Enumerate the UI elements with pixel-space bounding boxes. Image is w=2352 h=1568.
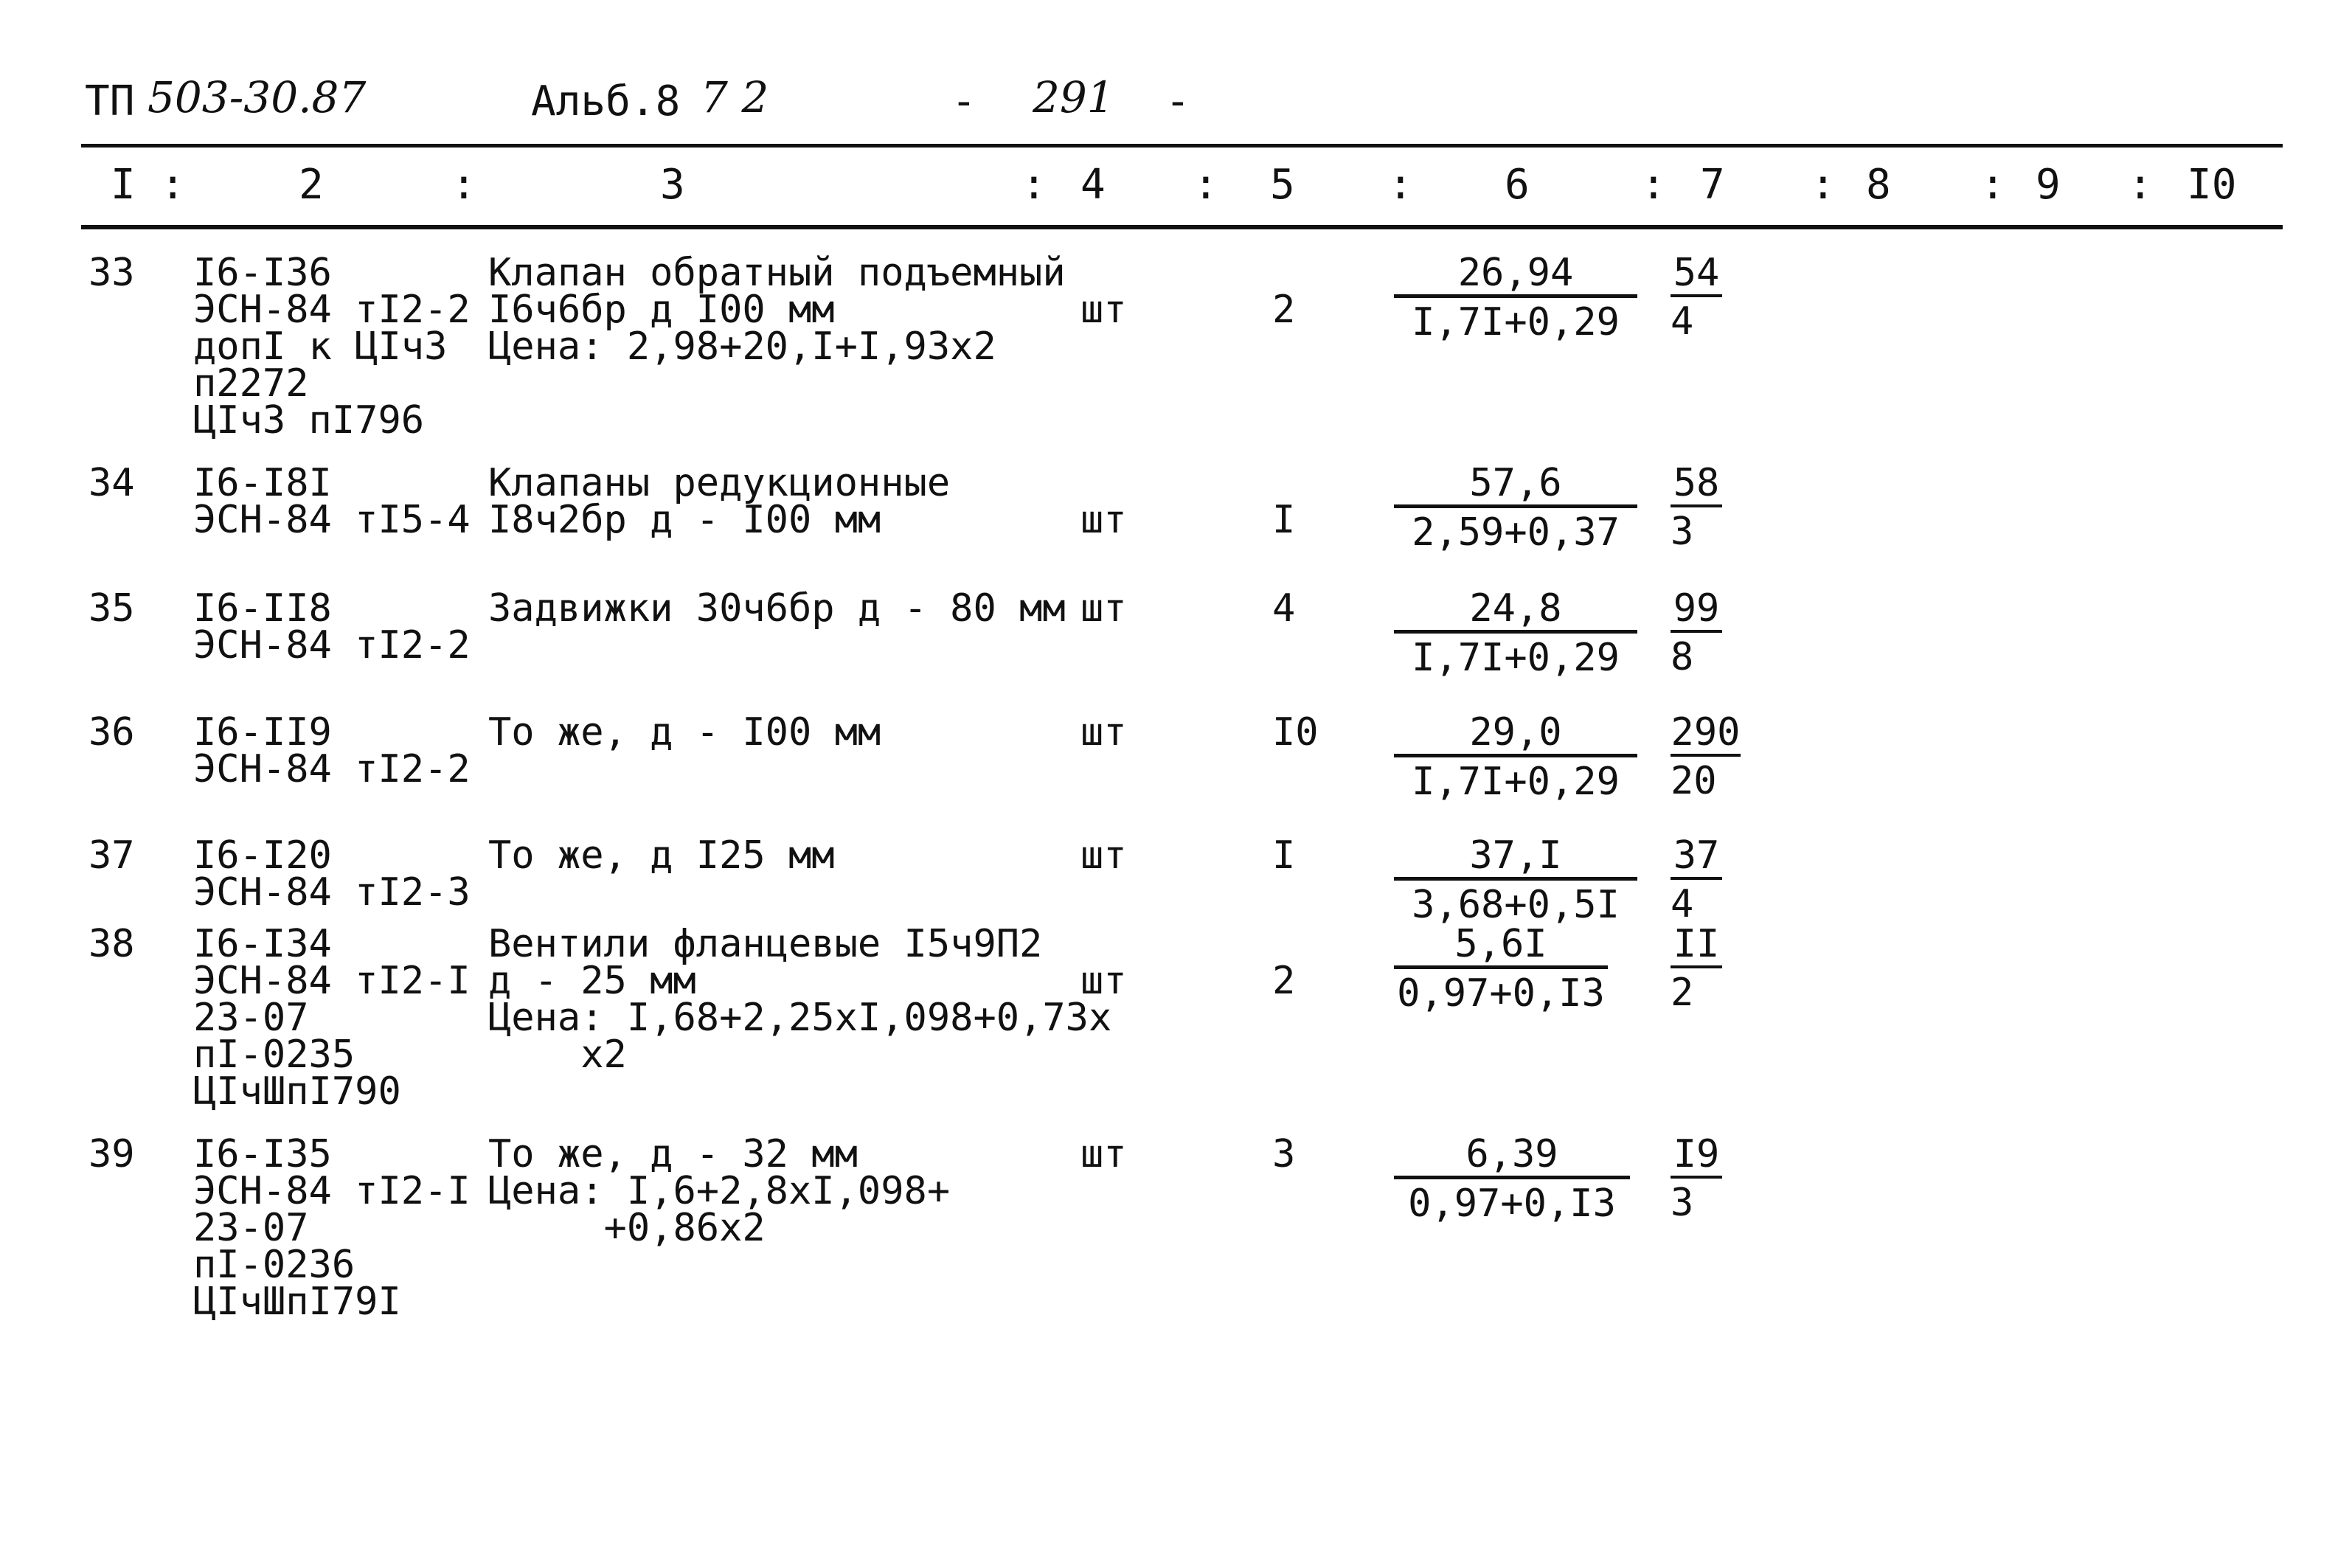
row-number: 38 xyxy=(89,922,135,966)
total-denominator: 4 xyxy=(1671,882,1694,926)
col-sep-7: : xyxy=(1980,161,2005,209)
row-description xyxy=(488,922,1112,1077)
price-numerator: 37,I xyxy=(1394,837,1637,881)
row-total-fraction xyxy=(1671,922,1722,1015)
desc-line: Клапан обратный подъемный xyxy=(488,251,1066,295)
desc-line: Цена: 2,98+20,I+I,93х2 xyxy=(488,325,996,369)
col-header-3: 3 xyxy=(660,161,685,209)
total-denominator: 2 xyxy=(1671,971,1694,1015)
album-label: Альб.8 xyxy=(531,77,681,125)
code-line: I6-II9 xyxy=(193,710,332,754)
code-line: I6-I36 xyxy=(193,251,332,295)
row-quantity: I0 xyxy=(1272,710,1319,754)
row-code xyxy=(193,251,471,443)
row-price-fraction xyxy=(1394,251,1637,344)
total-numerator: I9 xyxy=(1671,1136,1722,1179)
page-number: 291 xyxy=(1033,72,1114,122)
desc-line: Цена: I,6+2,8хI,098+ xyxy=(488,1169,951,1213)
col-sep-8: : xyxy=(2128,161,2153,209)
col-sep-3: : xyxy=(1193,161,1218,209)
row-quantity: 2 xyxy=(1272,959,1296,1003)
price-numerator: 29,0 xyxy=(1394,714,1637,757)
code-line: допI к ЦIч3 xyxy=(193,325,448,369)
row-code xyxy=(193,586,471,667)
price-denominator: 3,68+0,5I xyxy=(1412,883,1620,927)
col-sep-5: : xyxy=(1641,161,1666,209)
row-total-fraction xyxy=(1671,1132,1722,1225)
total-denominator: 4 xyxy=(1671,299,1694,344)
code-line: ЭСН-84 тI2-2 xyxy=(193,747,471,791)
row-description xyxy=(488,833,835,878)
desc-line: I6ч6бр д I00 мм xyxy=(488,288,835,332)
total-denominator: 8 xyxy=(1671,635,1694,679)
code-line: пI-0235 xyxy=(193,1033,355,1077)
row-unit: шт xyxy=(1080,498,1127,542)
row-total-fraction xyxy=(1671,833,1722,926)
total-denominator: 20 xyxy=(1671,759,1717,803)
row-quantity: 4 xyxy=(1272,586,1296,631)
col-header-4: 4 xyxy=(1080,161,1106,209)
code-line: I6-I8I xyxy=(193,461,332,505)
price-numerator: 57,6 xyxy=(1394,465,1637,508)
doc-number: 503-30.87 xyxy=(148,72,367,122)
row-number: 33 xyxy=(89,251,135,295)
dash-left: - xyxy=(951,77,976,125)
code-line: ЭСН-84 тI2-I xyxy=(193,959,471,1003)
price-numerator: 6,39 xyxy=(1394,1136,1630,1179)
total-numerator: 290 xyxy=(1671,714,1741,757)
code-line: I6-I34 xyxy=(193,922,332,966)
total-numerator: 37 xyxy=(1671,837,1722,880)
desc-line: Цена: I,68+2,25хI,098+0,73х xyxy=(488,996,1112,1040)
row-code xyxy=(193,833,471,915)
code-line: 23-07 xyxy=(193,1206,309,1250)
price-denominator: 2,59+0,37 xyxy=(1412,510,1620,555)
desc-line: д - 25 мм xyxy=(488,959,696,1003)
row-description xyxy=(488,461,951,542)
row-total-fraction xyxy=(1671,251,1722,344)
code-line: ЭСН-84 тI5-4 xyxy=(193,498,471,542)
price-numerator: 5,6I xyxy=(1394,926,1608,969)
col-header-1: I : xyxy=(111,161,186,209)
row-total-fraction xyxy=(1671,461,1722,554)
price-denominator: I,7I+0,29 xyxy=(1412,760,1620,804)
row-total-fraction xyxy=(1671,586,1722,679)
code-line: ЭСН-84 тI2-I xyxy=(193,1169,471,1213)
row-description xyxy=(488,710,881,754)
code-line: ЦIчШпI79I xyxy=(193,1280,401,1324)
row-number: 39 xyxy=(89,1132,135,1176)
code-line: п2272 xyxy=(193,361,309,406)
album-number: 7 2 xyxy=(701,72,769,122)
code-line: ЦIч3 пI796 xyxy=(193,398,425,443)
price-denominator: I,7I+0,29 xyxy=(1412,300,1620,344)
row-number: 36 xyxy=(89,710,135,754)
desc-line: Задвижки 30ч6бр д - 80 мм xyxy=(488,586,1066,631)
col-header-10: I0 xyxy=(2187,161,2237,209)
desc-line: I8ч2бр д - I00 мм xyxy=(488,498,881,542)
row-number: 34 xyxy=(89,461,135,505)
desc-line: То же, д I25 мм xyxy=(488,833,835,878)
price-denominator: 0,97+0,I3 xyxy=(1408,1182,1616,1226)
col-header-8: 8 xyxy=(1866,161,1891,209)
desc-line: х2 xyxy=(488,1033,627,1077)
col-sep-4: : xyxy=(1388,161,1413,209)
row-quantity: I xyxy=(1272,833,1296,878)
price-denominator: I,7I+0,29 xyxy=(1412,636,1620,680)
total-numerator: 99 xyxy=(1671,590,1722,633)
total-numerator: II xyxy=(1671,926,1722,968)
row-price-fraction xyxy=(1394,710,1637,804)
header-bottom-rule xyxy=(81,225,2283,229)
code-line: ЭСН-84 тI2-2 xyxy=(193,288,471,332)
col-header-7: 7 xyxy=(1700,161,1725,209)
row-quantity: 2 xyxy=(1272,288,1296,332)
row-unit: шт xyxy=(1080,710,1127,754)
desc-line: То же, д - 32 мм xyxy=(488,1132,858,1176)
col-sep-2: : xyxy=(1021,161,1047,209)
desc-line: +0,86х2 xyxy=(488,1206,766,1250)
row-unit: шт xyxy=(1080,586,1127,631)
col-header-6: 6 xyxy=(1505,161,1530,209)
row-total-fraction xyxy=(1671,710,1741,803)
col-header-2: 2 xyxy=(299,161,324,209)
row-price-fraction xyxy=(1394,833,1637,927)
row-number: 35 xyxy=(89,586,135,631)
col-header-5: 5 xyxy=(1270,161,1295,209)
price-numerator: 26,94 xyxy=(1394,254,1637,298)
code-line: 23-07 xyxy=(193,996,309,1040)
col-sep-6: : xyxy=(1811,161,1836,209)
row-description xyxy=(488,586,1066,631)
total-numerator: 58 xyxy=(1671,465,1722,507)
price-denominator: 0,97+0,I3 xyxy=(1397,971,1605,1016)
row-price-fraction xyxy=(1394,922,1608,1016)
code-line: I6-II8 xyxy=(193,586,332,631)
desc-line: Клапаны редукционные xyxy=(488,461,951,505)
row-unit: шт xyxy=(1080,833,1127,878)
doc-prefix xyxy=(85,77,134,125)
total-numerator: 54 xyxy=(1671,254,1722,297)
row-price-fraction xyxy=(1394,586,1637,680)
code-line: ЭСН-84 тI2-3 xyxy=(193,870,471,915)
row-unit: шт xyxy=(1080,1132,1127,1176)
code-line: ЭСН-84 тI2-2 xyxy=(193,623,471,667)
doc-prefix-text: ТП xyxy=(85,77,135,125)
code-line: I6-I35 xyxy=(193,1132,332,1176)
row-unit: шт xyxy=(1080,959,1127,1003)
top-rule xyxy=(81,144,2283,148)
price-numerator: 24,8 xyxy=(1394,590,1637,634)
row-description xyxy=(488,251,1066,369)
row-unit: шт xyxy=(1080,288,1127,332)
total-denominator: 3 xyxy=(1671,510,1694,554)
col-sep-1: : xyxy=(451,161,476,209)
row-price-fraction xyxy=(1394,461,1637,555)
code-line: ЦIчШпI790 xyxy=(193,1069,401,1114)
row-code xyxy=(193,1132,471,1324)
row-quantity: 3 xyxy=(1272,1132,1296,1176)
row-quantity: I xyxy=(1272,498,1296,542)
total-denominator: 3 xyxy=(1671,1181,1694,1225)
row-code xyxy=(193,710,471,791)
row-code xyxy=(193,922,471,1114)
row-number: 37 xyxy=(89,833,135,878)
desc-line: То же, д - I00 мм xyxy=(488,710,881,754)
code-line: I6-I20 xyxy=(193,833,332,878)
col-header-9: 9 xyxy=(2036,161,2061,209)
row-code xyxy=(193,461,471,542)
dash-right: - xyxy=(1165,77,1190,125)
desc-line: Вентили фланцевые I5ч9П2 xyxy=(488,922,1043,966)
code-line: пI-0236 xyxy=(193,1243,355,1287)
row-description xyxy=(488,1132,951,1250)
row-price-fraction xyxy=(1394,1132,1630,1226)
